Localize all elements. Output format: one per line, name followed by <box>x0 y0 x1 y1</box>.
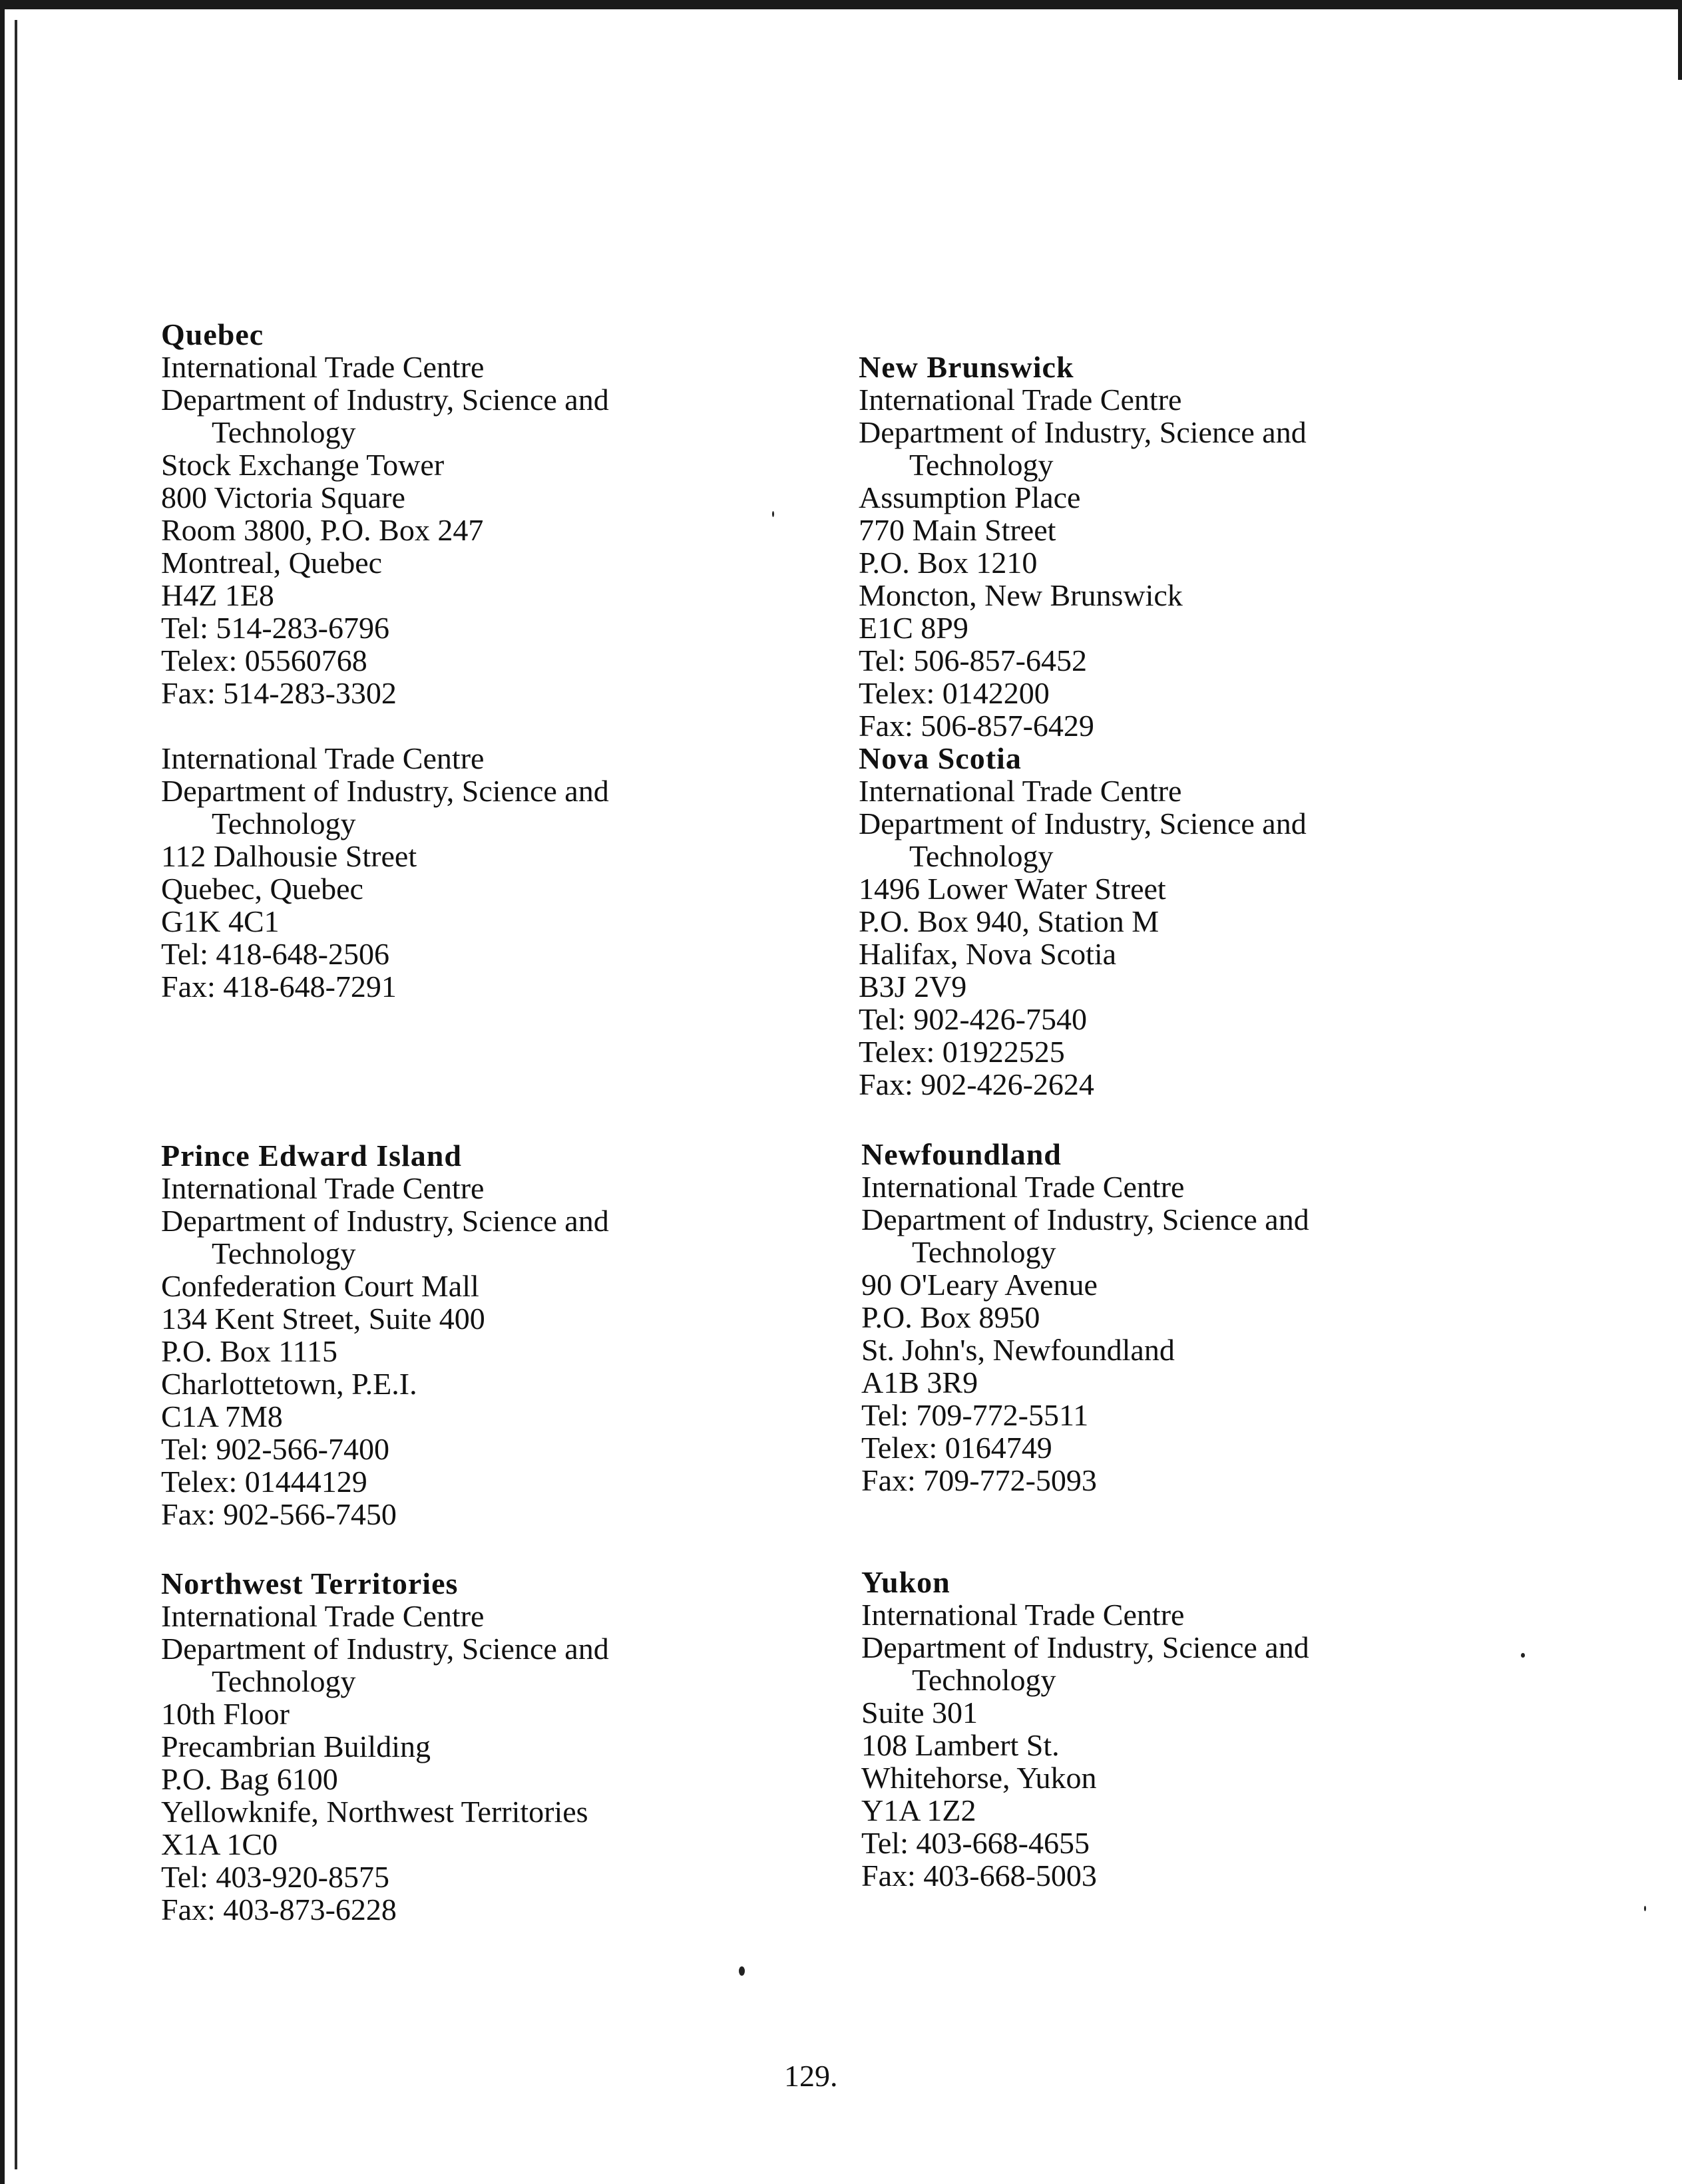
address-line: P.O. Box 8950 <box>861 1300 1040 1334</box>
scan-speck <box>1644 1906 1646 1911</box>
fax: Fax: 506-857-6429 <box>859 709 1094 743</box>
postal-code: G1K 4C1 <box>161 904 280 938</box>
city: Halifax, Nova Scotia <box>859 937 1117 971</box>
address-line: 770 Main Street <box>859 513 1056 547</box>
department-cont: Technology <box>909 839 1054 873</box>
yukon-section <box>861 1566 1527 1892</box>
telephone: Tel: 514-283-6796 <box>161 611 390 645</box>
scan-edge-right <box>1678 0 1682 80</box>
address-line: 112 Dalhousie Street <box>161 839 417 873</box>
telephone: Tel: 418-648-2506 <box>161 937 390 971</box>
address-line: P.O. Bag 6100 <box>161 1762 338 1796</box>
department: Department of Industry, Science and <box>859 807 1307 840</box>
city: Charlottetown, P.E.I. <box>161 1367 417 1401</box>
section-heading: Prince Edward Island <box>161 1139 462 1173</box>
city: Whitehorse, Yukon <box>861 1761 1097 1795</box>
address-line: P.O. Box 1115 <box>161 1334 337 1368</box>
address-line: 10th Floor <box>161 1697 290 1731</box>
department: Department of Industry, Science and <box>861 1630 1309 1664</box>
scan-speck <box>772 511 774 517</box>
city: Yellowknife, Northwest Territories <box>161 1795 588 1829</box>
section-heading: Newfoundland <box>861 1137 1062 1171</box>
scan-edge-top <box>0 0 1682 9</box>
fax: Fax: 514-283-3302 <box>161 676 397 710</box>
telex: Telex: 05560768 <box>161 643 367 677</box>
address-line: 1496 Lower Water Street <box>859 872 1166 906</box>
department-cont: Technology <box>212 1664 356 1698</box>
telex: Telex: 0164749 <box>861 1431 1052 1465</box>
address-line: Stock Exchange Tower <box>161 448 445 482</box>
postal-code: B3J 2V9 <box>859 970 967 1003</box>
section-heading: Northwest Territories <box>161 1566 459 1600</box>
fax: Fax: 709-772-5093 <box>861 1463 1097 1497</box>
org-name: International Trade Centre <box>859 774 1182 808</box>
org-name: International Trade Centre <box>861 1598 1185 1632</box>
department-cont: Technology <box>212 807 356 840</box>
telephone: Tel: 902-566-7400 <box>161 1432 390 1466</box>
scan-edge-left <box>0 0 5 2184</box>
address-line: Confederation Court Mall <box>161 1269 479 1303</box>
postal-code: A1B 3R9 <box>861 1365 978 1399</box>
department-cont: Technology <box>912 1663 1056 1697</box>
scan-edge-left-inner <box>15 20 17 2169</box>
department: Department of Industry, Science and <box>859 415 1307 449</box>
telephone: Tel: 506-857-6452 <box>859 643 1088 677</box>
fax: Fax: 902-566-7450 <box>161 1497 397 1531</box>
address-line: 134 Kent Street, Suite 400 <box>161 1302 485 1336</box>
postal-code: E1C 8P9 <box>859 611 968 645</box>
city: Quebec, Quebec <box>161 872 363 906</box>
telephone: Tel: 709-772-5511 <box>861 1398 1089 1432</box>
department-cont: Technology <box>912 1235 1056 1269</box>
page-number: 129. <box>784 2059 838 2093</box>
fax: Fax: 902-426-2624 <box>859 1067 1094 1101</box>
department-cont: Technology <box>212 415 356 449</box>
telephone: Tel: 902-426-7540 <box>859 1002 1088 1036</box>
telex: Telex: 0142200 <box>859 676 1050 710</box>
address-line: Suite 301 <box>861 1696 978 1729</box>
department: Department of Industry, Science and <box>161 774 609 808</box>
org-name: International Trade Centre <box>161 741 485 775</box>
org-name: International Trade Centre <box>161 1599 485 1633</box>
quebec-section <box>161 318 827 1003</box>
org-name: International Trade Centre <box>861 1170 1185 1204</box>
address-line: 90 O'Leary Avenue <box>861 1268 1098 1302</box>
city: Moncton, New Brunswick <box>859 578 1183 612</box>
newfoundland-section <box>861 1138 1527 1497</box>
address-line: 108 Lambert St. <box>861 1728 1060 1762</box>
address-line: Room 3800, P.O. Box 247 <box>161 513 484 547</box>
scan-speck <box>1521 1653 1525 1658</box>
section-heading: Yukon <box>861 1565 950 1599</box>
department: Department of Industry, Science and <box>161 383 609 417</box>
telephone: Tel: 403-920-8575 <box>161 1860 390 1894</box>
address-line: Assumption Place <box>859 480 1081 514</box>
org-name: International Trade Centre <box>859 383 1182 417</box>
org-name: International Trade Centre <box>161 1171 485 1205</box>
section-heading: Quebec <box>161 317 264 351</box>
postal-code: Y1A 1Z2 <box>861 1793 976 1827</box>
address-line: P.O. Box 1210 <box>859 546 1038 580</box>
department-cont: Technology <box>212 1236 356 1270</box>
fax: Fax: 418-648-7291 <box>161 970 397 1003</box>
department: Department of Industry, Science and <box>161 1204 609 1238</box>
city: Montreal, Quebec <box>161 546 383 580</box>
postal-code: C1A 7M8 <box>161 1399 283 1433</box>
address-line: Precambrian Building <box>161 1729 431 1763</box>
telephone: Tel: 403-668-4655 <box>861 1826 1090 1860</box>
scan-speck <box>739 1966 745 1976</box>
postal-code: X1A 1C0 <box>161 1827 278 1861</box>
telex: Telex: 01922525 <box>859 1035 1065 1069</box>
postal-code: H4Z 1E8 <box>161 578 274 612</box>
org-name: International Trade Centre <box>161 350 485 384</box>
fax: Fax: 403-668-5003 <box>861 1859 1097 1893</box>
section-heading: New Brunswick <box>859 350 1074 384</box>
address-line: P.O. Box 940, Station M <box>859 904 1159 938</box>
department: Department of Industry, Science and <box>861 1202 1309 1236</box>
section-heading: Nova Scotia <box>859 741 1022 775</box>
pei-section <box>161 1139 827 1531</box>
address-line: 800 Victoria Square <box>161 480 405 514</box>
department: Department of Industry, Science and <box>161 1632 609 1666</box>
nwt-section <box>161 1567 827 1926</box>
fax: Fax: 403-873-6228 <box>161 1893 397 1926</box>
new-brunswick-section <box>859 351 1524 1101</box>
telex: Telex: 01444129 <box>161 1465 367 1499</box>
department-cont: Technology <box>909 448 1054 482</box>
city: St. John's, Newfoundland <box>861 1333 1175 1367</box>
